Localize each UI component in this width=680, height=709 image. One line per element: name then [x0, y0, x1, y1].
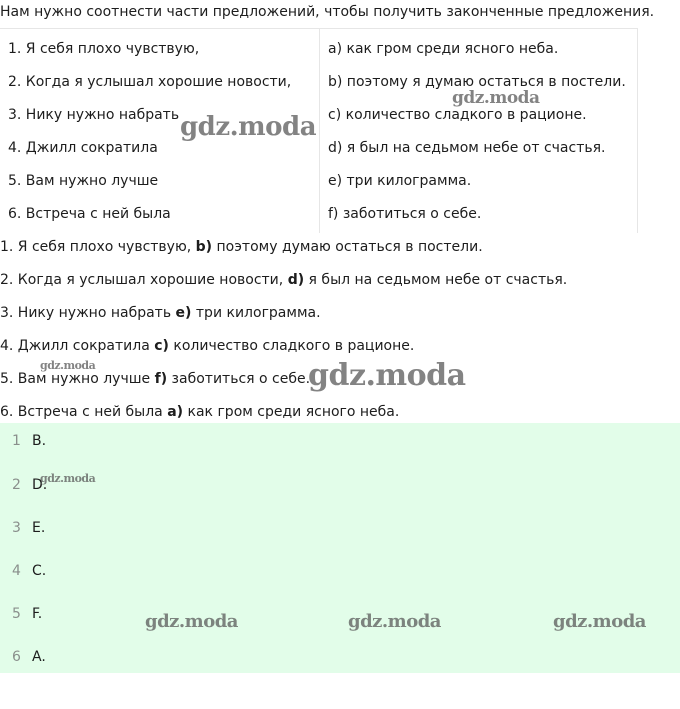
- answer-end: я был на седьмом небе от счастья.: [304, 272, 568, 288]
- key-letter: B.: [32, 433, 47, 449]
- watermark: gdz.moda: [145, 611, 238, 632]
- answer-end: поэтому думаю остаться в постели.: [212, 239, 483, 255]
- line-number: 5: [12, 606, 21, 622]
- table-row: [0, 165, 638, 198]
- answer-start: 4. Джилл сократила: [0, 338, 155, 354]
- sentence-start: 4. Джилл сократила: [8, 140, 158, 156]
- watermark: gdz.moda: [452, 88, 540, 108]
- answer-letter: a): [167, 404, 184, 420]
- line-number: 6: [12, 649, 21, 665]
- watermark: gdz.moda: [308, 358, 466, 393]
- sentence-end: e) три килограмма.: [328, 173, 472, 189]
- table-row: [0, 198, 638, 231]
- sentence-end: c) количество сладкого в рационе.: [328, 107, 587, 123]
- answer-end: три килограмма.: [191, 305, 321, 321]
- answer-end: заботиться о себе.: [167, 371, 311, 387]
- watermark: gdz.moda: [40, 359, 96, 372]
- sentence-start: 3. Нику нужно набрать: [8, 107, 180, 123]
- key-letter: C.: [32, 563, 47, 579]
- answer-start: 6. Встреча с ней была: [0, 404, 168, 420]
- sentence-start: 1. Я себя плохо чувствую,: [8, 41, 200, 57]
- matching-table: [0, 28, 638, 233]
- watermark: gdz.moda: [348, 611, 441, 632]
- sentence-end: f) заботиться о себе.: [328, 206, 482, 222]
- line-number: 4: [12, 563, 21, 579]
- answer-letter: c): [154, 338, 169, 354]
- table-row: [0, 33, 638, 66]
- watermark: gdz.moda: [40, 472, 96, 485]
- answer-start: 2. Когда я услышал хорошие новости,: [0, 272, 288, 288]
- answer-start: 5. Вам нужно лучше: [0, 371, 155, 387]
- answer-end: как гром среди ясного неба.: [183, 404, 400, 420]
- answer-letter: e): [175, 305, 192, 321]
- answer-key-panel: [0, 423, 680, 673]
- answer-start: 1. Я себя плохо чувствую,: [0, 239, 196, 255]
- table-row: [0, 132, 638, 165]
- line-number: 3: [12, 520, 21, 536]
- line-number: 2: [12, 477, 21, 493]
- key-letter: A.: [32, 649, 46, 665]
- sentence-start: 5. Вам нужно лучше: [8, 173, 159, 189]
- answer-end: количество сладкого в рационе.: [168, 338, 415, 354]
- sentence-start: 2. Когда я услышал хорошие новости,: [8, 74, 292, 90]
- answer-letter: d): [287, 272, 305, 288]
- answer-letter: b): [195, 239, 213, 255]
- answer-sentence: [0, 335, 414, 357]
- sentence-start: 6. Встреча с ней была: [8, 206, 171, 222]
- key-letter: E.: [32, 520, 46, 536]
- table-row: [0, 66, 638, 99]
- sentence-end: d) я был на седьмом небе от счастья.: [328, 140, 606, 156]
- table-row: [0, 99, 638, 132]
- sentence-end: a) как гром среди ясного неба.: [328, 41, 559, 57]
- answer-start: 3. Нику нужно набрать: [0, 305, 176, 321]
- watermark: gdz.moda: [553, 611, 646, 632]
- task-intro: Нам нужно соотнести части предложений, чтобы получить законченные предложения.: [0, 4, 655, 20]
- answer-sentence: [0, 401, 399, 423]
- answer-sentence: [0, 302, 321, 324]
- answer-sentence: [0, 269, 567, 291]
- sentence-end: b) поэтому я думаю остаться в постели.: [328, 74, 626, 90]
- answer-sentence: [0, 236, 483, 258]
- key-letter: F.: [32, 606, 43, 622]
- key-letter: D.: [32, 477, 48, 493]
- line-number: 1: [12, 433, 21, 449]
- watermark: gdz.moda: [180, 112, 317, 142]
- answer-letter: f): [154, 371, 168, 387]
